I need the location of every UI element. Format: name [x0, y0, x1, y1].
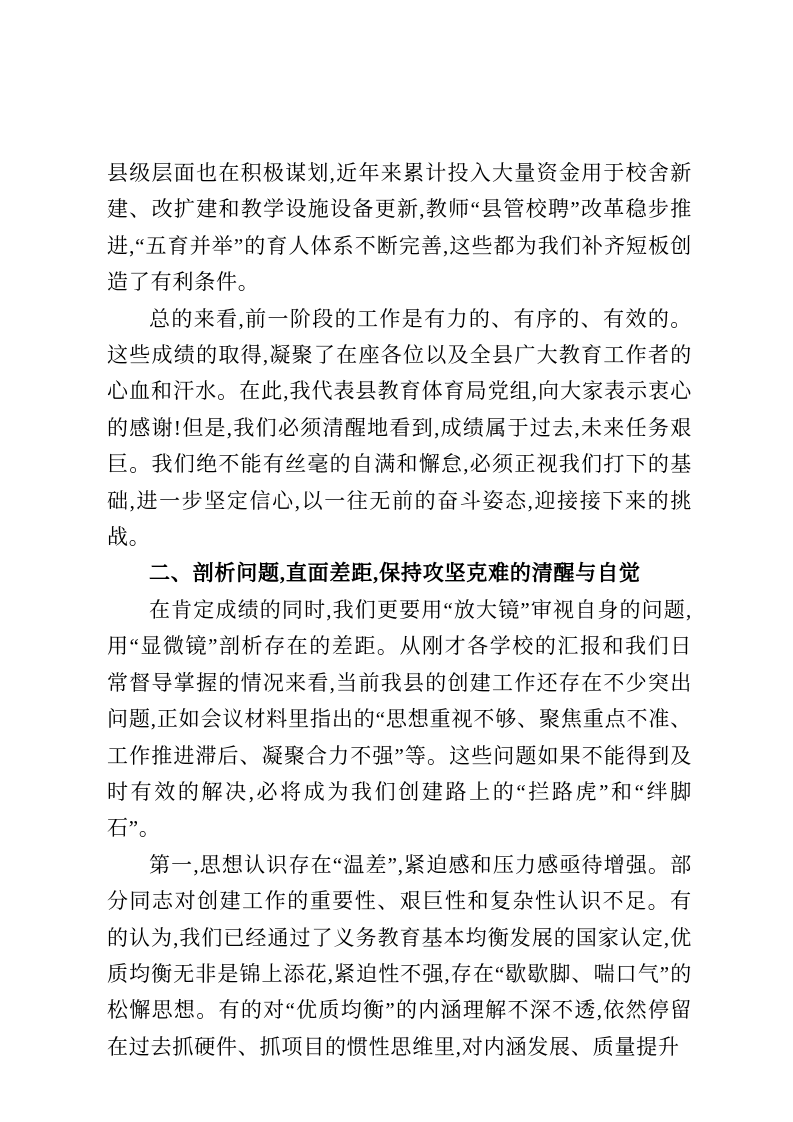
paragraph-continuation: 县级层面也在积极谋划,近年来累计投入大量资金用于校舍新建、改扩建和教学设施设备更新,教师“县管校聘”改革稳步推进,“五育并举”的育人体系不断完善,这些都为我们补齐短板创造了有利条件。	[107, 161, 692, 295]
document-content	[107, 155, 692, 1065]
section-heading: 二、剖析问题,直面差距,保持攻坚克难的清醒与自觉	[149, 561, 641, 586]
paragraph-summary: 总的来看,前一阶段的工作是有力的、有序的、有效的。这些成绩的取得,凝聚了在座各位以及全县广大教育工作者的心血和汗水。在此,我代表县教育体育局党组,向大家表示衷心的感谢!但是,我们必须清醒地看到,成绩属于过去,未来任务艰巨。我们绝不能有丝毫的自满和懈怠,必须正视我们打下的基础,进一步坚定信心,以一往无前的奋斗姿态,迎接接下来的挑战。	[107, 306, 692, 550]
paragraph-problems: 在肯定成绩的同时,我们更要用“放大镜”审视自身的问题,用“显微镜”剖析存在的差距。从刚才各学校的汇报和我们日常督导掌握的情况来看,当前我县的创建工作还存在不少突出问题,正如会议材料里指出的“思想重视不够、聚焦重点不准、工作推进滞后、凝聚合力不强”等。这些问题如果不能得到及时有效的解决,必将成为我们创建路上的“拦路虎”和“绊脚石”。	[107, 597, 692, 841]
paragraph-first-point: 第一,思想认识存在“温差”,紧迫感和压力感亟待增强。部分同志对创建工作的重要性、艰巨性和复杂性认识不足。有的认为,我们已经通过了义务教育基本均衡发展的国家认定,优质均衡无非是锦上添花,紧迫性不强,存在“歇歇脚、喘口气”的松懈思想。有的对“优质均衡”的内涵理解不深不透,依然停留在过去抓硬件、抓项目的惯性思维里,对内涵发展、质量提升	[107, 852, 692, 1059]
